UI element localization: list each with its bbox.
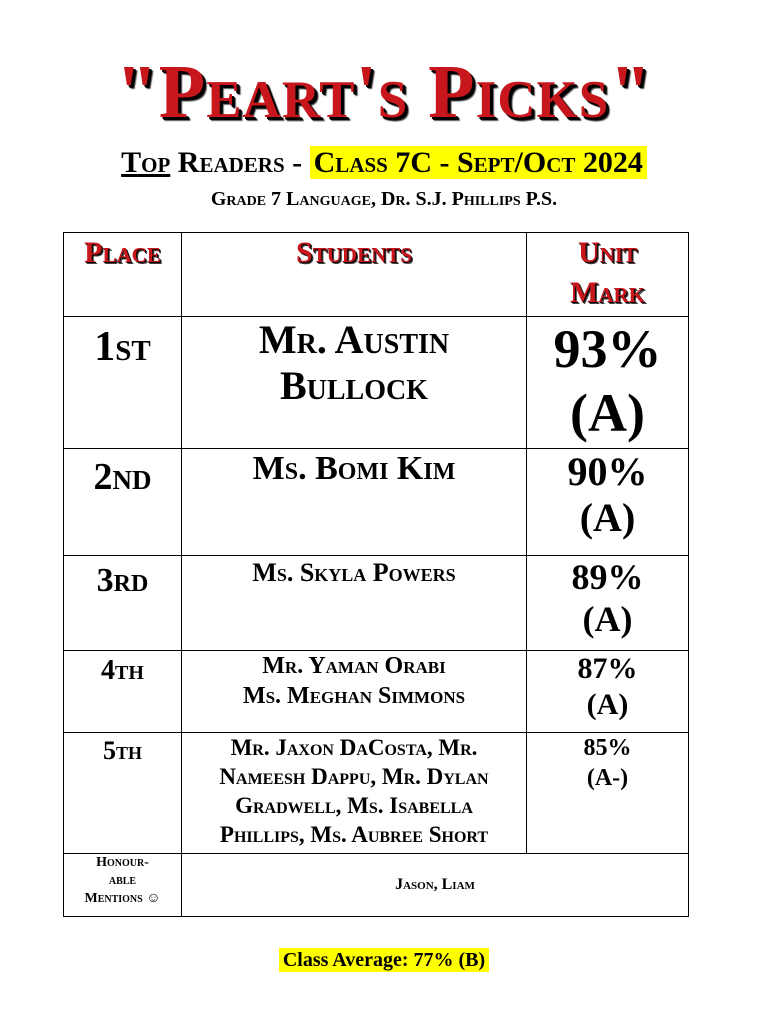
student-name-line: Nameesh Dappu, Mr. Dylan <box>219 764 489 789</box>
header-unit: Unit <box>577 236 637 269</box>
header-place: Place <box>64 233 182 317</box>
table-row <box>64 449 689 556</box>
mark-percent: 89% <box>571 557 644 597</box>
subtitle-readers: Readers - <box>170 146 310 179</box>
table-row <box>64 733 689 854</box>
place-cell: 1st <box>64 317 182 449</box>
mark-percent: 87% <box>577 652 638 685</box>
student-name-line: Mr. Yaman Orabi <box>262 653 446 679</box>
mark-cell <box>527 317 689 449</box>
ranking-table <box>63 232 689 917</box>
class-average <box>0 946 768 974</box>
place-cell: 5th <box>64 733 182 854</box>
mark-percent: 90% <box>567 449 648 494</box>
header-unit-mark <box>527 233 689 317</box>
students-cell <box>182 449 527 556</box>
place-cell: 3rd <box>64 556 182 651</box>
subtitle-top: Top <box>121 146 171 179</box>
mark-cell <box>527 733 689 854</box>
student-name-line: Bullock <box>279 363 429 408</box>
class-highlight: Class 7C - Sept/Oct 2024 <box>310 146 647 179</box>
mark-percent: 93% <box>553 319 662 379</box>
honourable-label-line: Mentions ☺ <box>84 891 161 906</box>
place-cell: 2nd <box>64 449 182 556</box>
class-average-text: Class Average: 77% (B) <box>279 948 489 972</box>
mark-percent: 85% <box>583 735 632 761</box>
header-mark: Mark <box>570 276 645 309</box>
student-name-line: Mr. Austin <box>258 317 450 362</box>
mark-grade: (A) <box>582 599 633 639</box>
mark-grade: (A) <box>570 383 645 443</box>
subtitle-line <box>0 144 768 182</box>
students-cell <box>182 651 527 733</box>
table-header-row <box>64 233 689 317</box>
place-cell: 4th <box>64 651 182 733</box>
mark-cell <box>527 651 689 733</box>
mark-cell <box>527 556 689 651</box>
students-cell <box>182 317 527 449</box>
students-cell <box>182 733 527 854</box>
student-name-line: Ms. Skyla Powers <box>252 558 456 587</box>
table-row <box>64 651 689 733</box>
honourable-label <box>64 854 182 917</box>
mark-grade: (A) <box>586 688 629 721</box>
header-students: Students <box>182 233 527 317</box>
honourable-label-line: able <box>108 873 137 888</box>
course-info: Grade 7 Language, Dr. S.J. Phillips P.S. <box>210 188 558 210</box>
student-name-line: Gradwell, Ms. Isabella <box>235 793 473 818</box>
page-title: "Peart's Picks" <box>115 50 653 134</box>
students-cell <box>182 556 527 651</box>
student-name-line: Mr. Jaxon DaCosta, Mr. <box>230 735 478 760</box>
honourable-mentions-row <box>64 854 689 917</box>
mark-cell <box>527 449 689 556</box>
mark-grade: (A) <box>579 495 636 540</box>
honourable-names: Jason, Liam <box>182 854 689 917</box>
table-row <box>64 317 689 449</box>
table-row <box>64 556 689 651</box>
honourable-label-line: Honour- <box>96 855 149 870</box>
student-name-line: Phillips, Ms. Aubree Short <box>219 822 489 847</box>
mark-grade: (A-) <box>586 765 629 791</box>
student-name-line: Ms. Meghan Simmons <box>242 683 466 709</box>
student-name-line: Ms. Bomi Kim <box>252 450 456 487</box>
